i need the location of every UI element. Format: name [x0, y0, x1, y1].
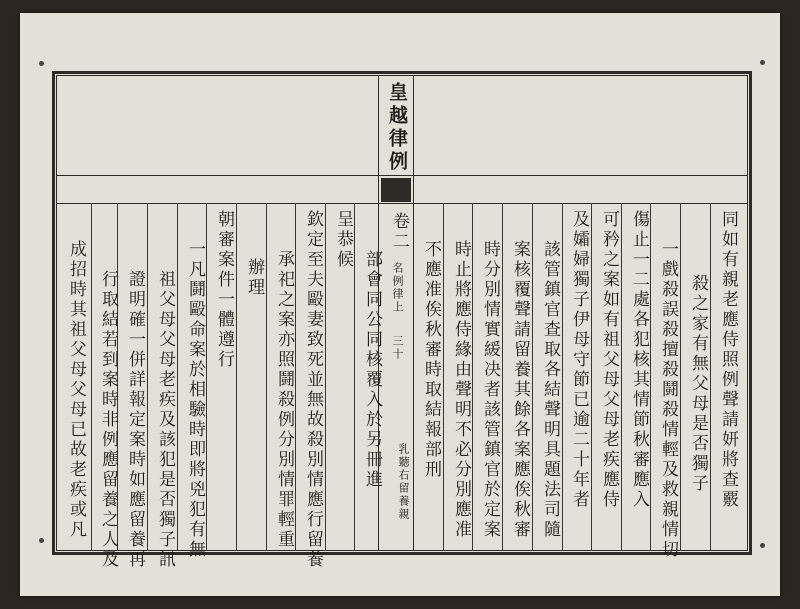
text-column: 朝審案件一體遵行 [214, 210, 234, 370]
book-title: 皇越律例 [386, 82, 408, 174]
binding-hole [760, 60, 765, 65]
fishtail-mark [381, 190, 411, 202]
text-column: 不應准俟秋審時取結報部刑 [421, 240, 441, 480]
page-number: 三十 [391, 335, 404, 361]
text-column: 及孀婦獨子伊母守節已逾二十年者 [569, 210, 589, 510]
text-column: 辦理 [244, 258, 264, 298]
text-column: 傷止一二處各犯核其情節秋審應入 [629, 210, 649, 510]
volume-label: 卷二 [389, 212, 409, 252]
text-column: 祖父母父母老疾及該犯是否獨子訊 [155, 270, 175, 570]
text-column: 殺之家有無父母是否獨子 [688, 274, 708, 494]
text-column: 行取結若到案時非例應留養之人及 [98, 270, 118, 570]
text-column: 欽定至夫毆妻致死並無故殺別情應行留養 [303, 210, 323, 570]
text-column: 案核覆聲請留養其餘各案應俟秋審 [510, 240, 530, 540]
text-column: 該管鎮官查取各結聲明具題法司隨 [540, 240, 560, 540]
text-column: 一凡鬪毆命案於相驗時即將兇犯有無 [185, 240, 205, 560]
binding-hole [39, 538, 44, 543]
text-column: 部會同公同核覆入於另冊進 [362, 250, 382, 490]
text-column: 呈恭候 [333, 210, 353, 270]
binding-hole [760, 543, 765, 548]
text-column: 時止將應侍緣由聲明不必分別應准 [451, 240, 471, 540]
text-column: 一戲殺誤殺擅殺鬪殺情輕及救親情切 [658, 240, 678, 560]
text-column: 時分別情實緩决者該管鎮官於定案 [480, 240, 500, 540]
text-column: 證明確一併詳報定案時如應留養再 [125, 270, 145, 570]
text-column: 承祀之案亦照鬪殺例分別情罪輕重 [274, 250, 294, 550]
text-column: 同如有親老應侍照例聲請妍將查覈 [718, 210, 738, 510]
text-column: 可矜之案如有祖父母父母老疾應侍 [599, 210, 619, 510]
binding-hole [39, 61, 44, 66]
block-note: 乳聽右留養親 [397, 443, 410, 521]
section-label: 名例律上 [391, 262, 404, 314]
text-column: 成招時其祖父母父母已故老疾或凡 [66, 240, 86, 540]
fishtail-mark [381, 178, 411, 190]
